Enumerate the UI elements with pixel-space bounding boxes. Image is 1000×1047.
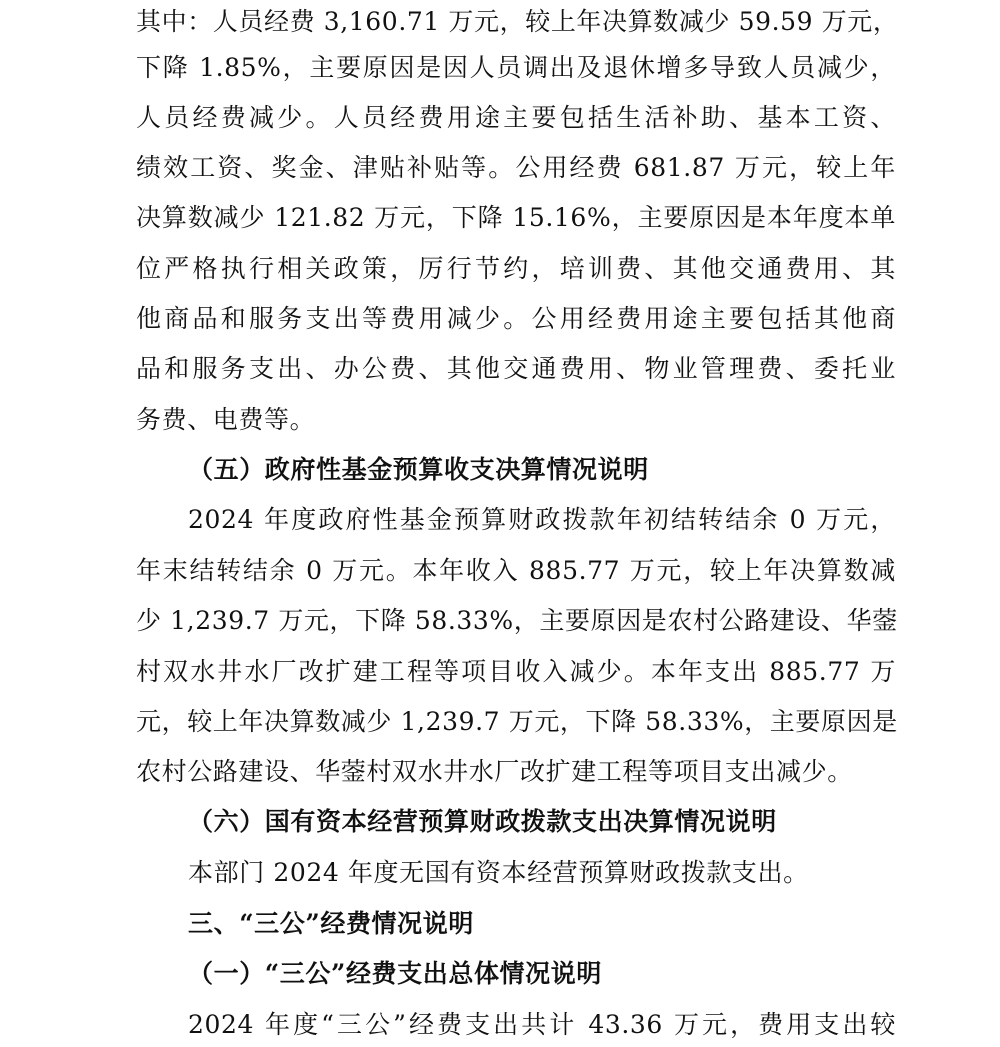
paragraph-line: 决算数减少 121.82 万元，下降 15.16%，主要原因是本年度本单	[136, 203, 896, 232]
section-heading-three: 三、“三公”经费情况说明	[188, 909, 474, 938]
paragraph-line: 年末结转结余 0 万元。本年收入 885.77 万元，较上年决算数减	[136, 556, 896, 585]
paragraph-line: 下降 1.85%，主要原因是因人员调出及退休增多导致人员减少，	[136, 53, 896, 82]
paragraph-line: 其中：人员经费 3,160.71 万元，较上年决算数减少 59.59 万元，	[136, 7, 899, 36]
paragraph-line: 位严格执行相关政策，厉行节约，培训费、其他交通费用、其	[136, 254, 896, 283]
section-heading-five: （五）政府性基金预算收支决算情况说明	[188, 455, 649, 484]
paragraph-line: 本部门 2024 年度无国有资本经营预算财政拨款支出。	[188, 858, 809, 887]
paragraph-line: 元，较上年决算数减少 1,239.7 万元，下降 58.33%，主要原因是	[136, 707, 898, 736]
paragraph-line: 品和服务支出、办公费、其他交通费用、物业管理费、委托业	[136, 354, 896, 383]
paragraph-line: 农村公路建设、华蓥村双水井水厂改扩建工程等项目支出减少。	[136, 757, 853, 786]
paragraph-line: 村双水井水厂改扩建工程等项目收入减少。本年支出 885.77 万	[136, 657, 896, 686]
section-heading-six: （六）国有资本经营预算财政拨款支出决算情况说明	[188, 807, 777, 836]
paragraph-line: 他商品和服务支出等费用减少。公用经费用途主要包括其他商	[136, 304, 896, 333]
paragraph-line: 绩效工资、奖金、津贴补贴等。公用经费 681.87 万元，较上年	[136, 153, 896, 182]
subsection-heading-one: （一）“三公”经费支出总体情况说明	[188, 959, 602, 988]
paragraph-line: 2024 年度政府性基金预算财政拨款年初结转结余 0 万元，	[188, 505, 896, 534]
paragraph-line: 少 1,239.7 万元，下降 58.33%，主要原因是农村公路建设、华蓥	[136, 606, 898, 635]
paragraph-line: 务费、电费等。	[136, 405, 316, 434]
paragraph-line: 人员经费减少。人员经费用途主要包括生活补助、基本工资、	[136, 103, 896, 132]
paragraph-line: 2024 年度“三公”经费支出共计 43.36 万元，费用支出较	[188, 1010, 896, 1039]
